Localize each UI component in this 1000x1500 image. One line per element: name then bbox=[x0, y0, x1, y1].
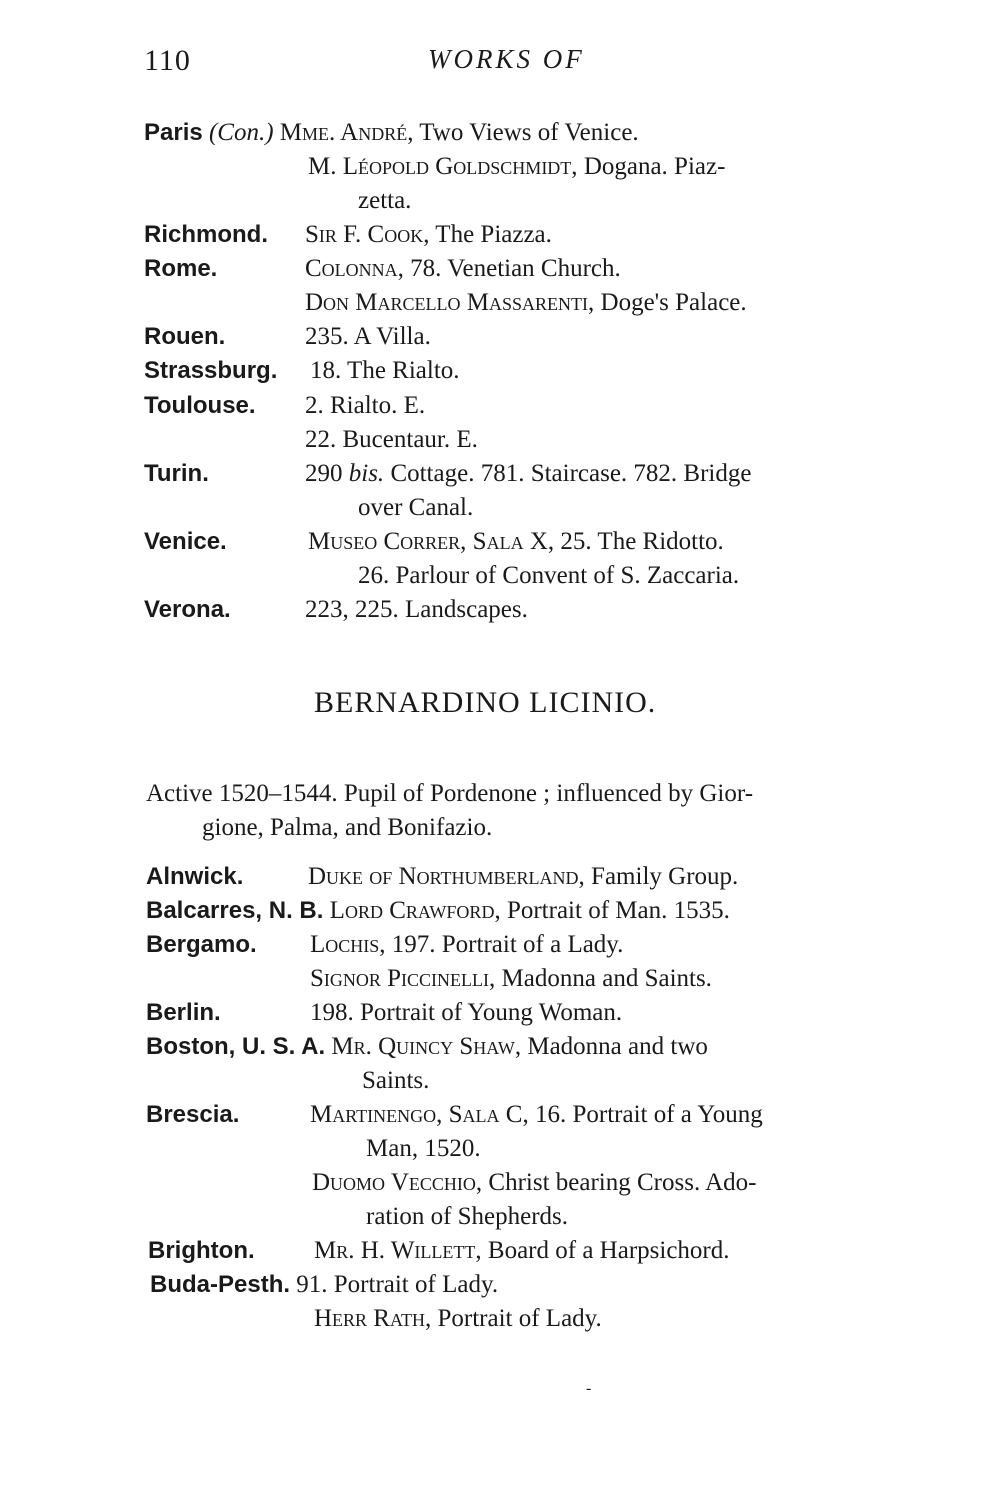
owner-name: Martinengo, Sala C, bbox=[310, 1101, 529, 1128]
city-name: Alnwick. bbox=[146, 863, 244, 890]
entry-text: 91. Portrait of Lady. bbox=[296, 1271, 499, 1298]
city-name: Berlin. bbox=[146, 999, 221, 1026]
entry-strassburg-text: 18. The Rialto. bbox=[310, 357, 460, 384]
entry-rouen-text: 235. A Villa. bbox=[305, 323, 431, 350]
intro-line1: Active 1520–1544. Pupil of Pordenone ; influenced by Gior- bbox=[146, 780, 754, 807]
city-name: Buda-Pesth. bbox=[150, 1271, 291, 1298]
page-number: 110 bbox=[144, 44, 191, 77]
entry-brescia-line3 bbox=[312, 1168, 756, 1198]
entry-brighton bbox=[148, 1236, 255, 1266]
entry-richmond-text bbox=[305, 220, 552, 250]
entry-text: Portrait of Man. 1535. bbox=[506, 897, 730, 924]
entry-paris bbox=[144, 118, 639, 148]
entry-turin-line1 bbox=[305, 459, 751, 489]
entry-balcarres bbox=[146, 896, 730, 926]
owner-name: Lochis, bbox=[310, 931, 386, 958]
entry-text: The Piazza. bbox=[435, 221, 552, 248]
entry-brescia-line4: ration of Shepherds. bbox=[366, 1203, 569, 1230]
entry-bergamo-line1 bbox=[310, 930, 623, 960]
entry-toulouse-line1: 2. Rialto. E. bbox=[305, 392, 426, 419]
entry-berlin bbox=[146, 998, 221, 1028]
city-name: Balcarres, N. B. bbox=[146, 897, 324, 924]
city-name: Venice. bbox=[144, 528, 227, 555]
intro-line2: gione, Palma, and Bonifazio. bbox=[202, 814, 493, 841]
entry-brighton-text bbox=[314, 1236, 730, 1266]
owner-name: Mr. H. Willett, bbox=[314, 1237, 482, 1264]
entry-text: Madonna and two bbox=[527, 1033, 708, 1060]
owner-name: Museo Correr, Sala X, bbox=[308, 528, 555, 555]
city-name: Paris bbox=[144, 119, 203, 146]
entry-bergamo-line2 bbox=[310, 964, 712, 994]
entry-rouen bbox=[144, 322, 225, 352]
entry-berlin-text: 198. Portrait of Young Woman. bbox=[310, 999, 623, 1026]
entry-rome-line1 bbox=[305, 254, 621, 284]
city-name: Strassburg. bbox=[144, 357, 278, 384]
entry-text: Family Group. bbox=[591, 863, 739, 890]
entry-text: 78. Venetian Church. bbox=[410, 255, 621, 282]
owner-name: Signor Piccinelli, bbox=[310, 965, 496, 992]
entry-richmond bbox=[144, 220, 268, 250]
entry-boston-line2: Saints. bbox=[362, 1067, 430, 1094]
city-name: Brighton. bbox=[148, 1237, 255, 1264]
entry-text: Doge's Palace. bbox=[600, 289, 747, 316]
city-name: Boston, U. S. A. bbox=[146, 1033, 326, 1060]
entry-text: Two Views of Venice. bbox=[419, 119, 639, 146]
owner-name: Mr. Quincy Shaw, bbox=[331, 1033, 522, 1060]
entry-alnwick-text bbox=[308, 862, 738, 892]
owner-name: Duomo Vecchio, bbox=[312, 1169, 483, 1196]
entry-alnwick bbox=[146, 862, 243, 892]
city-name: Toulouse. bbox=[144, 392, 256, 419]
entry-turin bbox=[144, 459, 209, 489]
city-name: Turin. bbox=[144, 460, 209, 487]
entry-text: 16. Portrait of a Young bbox=[534, 1101, 763, 1128]
running-title: WORKS OF bbox=[428, 44, 585, 74]
owner-name: Duke of Northumberland, bbox=[308, 863, 585, 890]
entry-verona-text: 223, 225. Landscapes. bbox=[305, 596, 528, 623]
entry-text: Christ bearing Cross. Ado- bbox=[488, 1169, 757, 1196]
entry-text: Cottage. 781. Staircase. 782. Bridge bbox=[390, 460, 752, 487]
entry-text: 25. The Ridotto. bbox=[560, 528, 724, 555]
entry-brescia-line2: Man, 1520. bbox=[366, 1135, 481, 1162]
continued-mark: (Con.) bbox=[208, 119, 274, 146]
entry-buda-pesth-line2 bbox=[314, 1304, 602, 1334]
entry-buda-pesth bbox=[150, 1270, 498, 1300]
entry-toulouse bbox=[144, 391, 256, 421]
owner-name: M. Léopold Goldschmidt, bbox=[308, 153, 578, 180]
section-heading: BERNARDINO LICINIO. bbox=[314, 686, 657, 719]
entry-strassburg bbox=[144, 356, 277, 386]
owner-name: Don Marcello Massarenti, bbox=[305, 289, 595, 316]
owner-name: Colonna, bbox=[305, 255, 404, 282]
entry-toulouse-line2: 22. Bucentaur. E. bbox=[305, 426, 478, 453]
city-name: Verona. bbox=[144, 596, 231, 623]
entry-paris-line3: zetta. bbox=[358, 187, 412, 214]
bis-mark: bis. bbox=[348, 460, 385, 487]
entry-venice-line1 bbox=[308, 527, 724, 557]
owner-name: Herr Rath, bbox=[314, 1305, 432, 1332]
city-name: Rome. bbox=[144, 255, 218, 282]
city-name: Rouen. bbox=[144, 323, 226, 350]
entry-paris-line2 bbox=[308, 152, 725, 182]
city-name: Bergamo. bbox=[146, 931, 257, 958]
footer-mark: - bbox=[586, 1380, 592, 1397]
entry-text: Madonna and Saints. bbox=[501, 965, 712, 992]
entry-brescia bbox=[146, 1100, 239, 1130]
entry-text: Board of a Harpsichord. bbox=[487, 1237, 730, 1264]
entry-venice-line2: 26. Parlour of Convent of S. Zaccaria. bbox=[358, 562, 740, 589]
city-name: Brescia. bbox=[146, 1101, 240, 1128]
entry-text: 197. Portrait of a Lady. bbox=[391, 931, 624, 958]
entry-bergamo bbox=[146, 930, 257, 960]
entry-text: Portrait of Lady. bbox=[437, 1305, 602, 1332]
owner-name: Mme. André, bbox=[279, 119, 414, 146]
entry-rome-line2 bbox=[305, 288, 747, 318]
owner-name: Lord Crawford, bbox=[329, 897, 501, 924]
entry-turin-line2: over Canal. bbox=[358, 494, 474, 521]
catalogue-number: 290 bbox=[305, 460, 343, 487]
owner-name: Sir F. Cook, bbox=[305, 221, 430, 248]
entry-brescia-line1 bbox=[310, 1100, 763, 1130]
entry-verona bbox=[144, 595, 231, 625]
entry-rome bbox=[144, 254, 217, 284]
city-name: Richmond. bbox=[144, 221, 268, 248]
entry-boston bbox=[146, 1032, 708, 1062]
entry-venice bbox=[144, 527, 227, 557]
entry-text: Dogana. Piaz- bbox=[583, 153, 726, 180]
